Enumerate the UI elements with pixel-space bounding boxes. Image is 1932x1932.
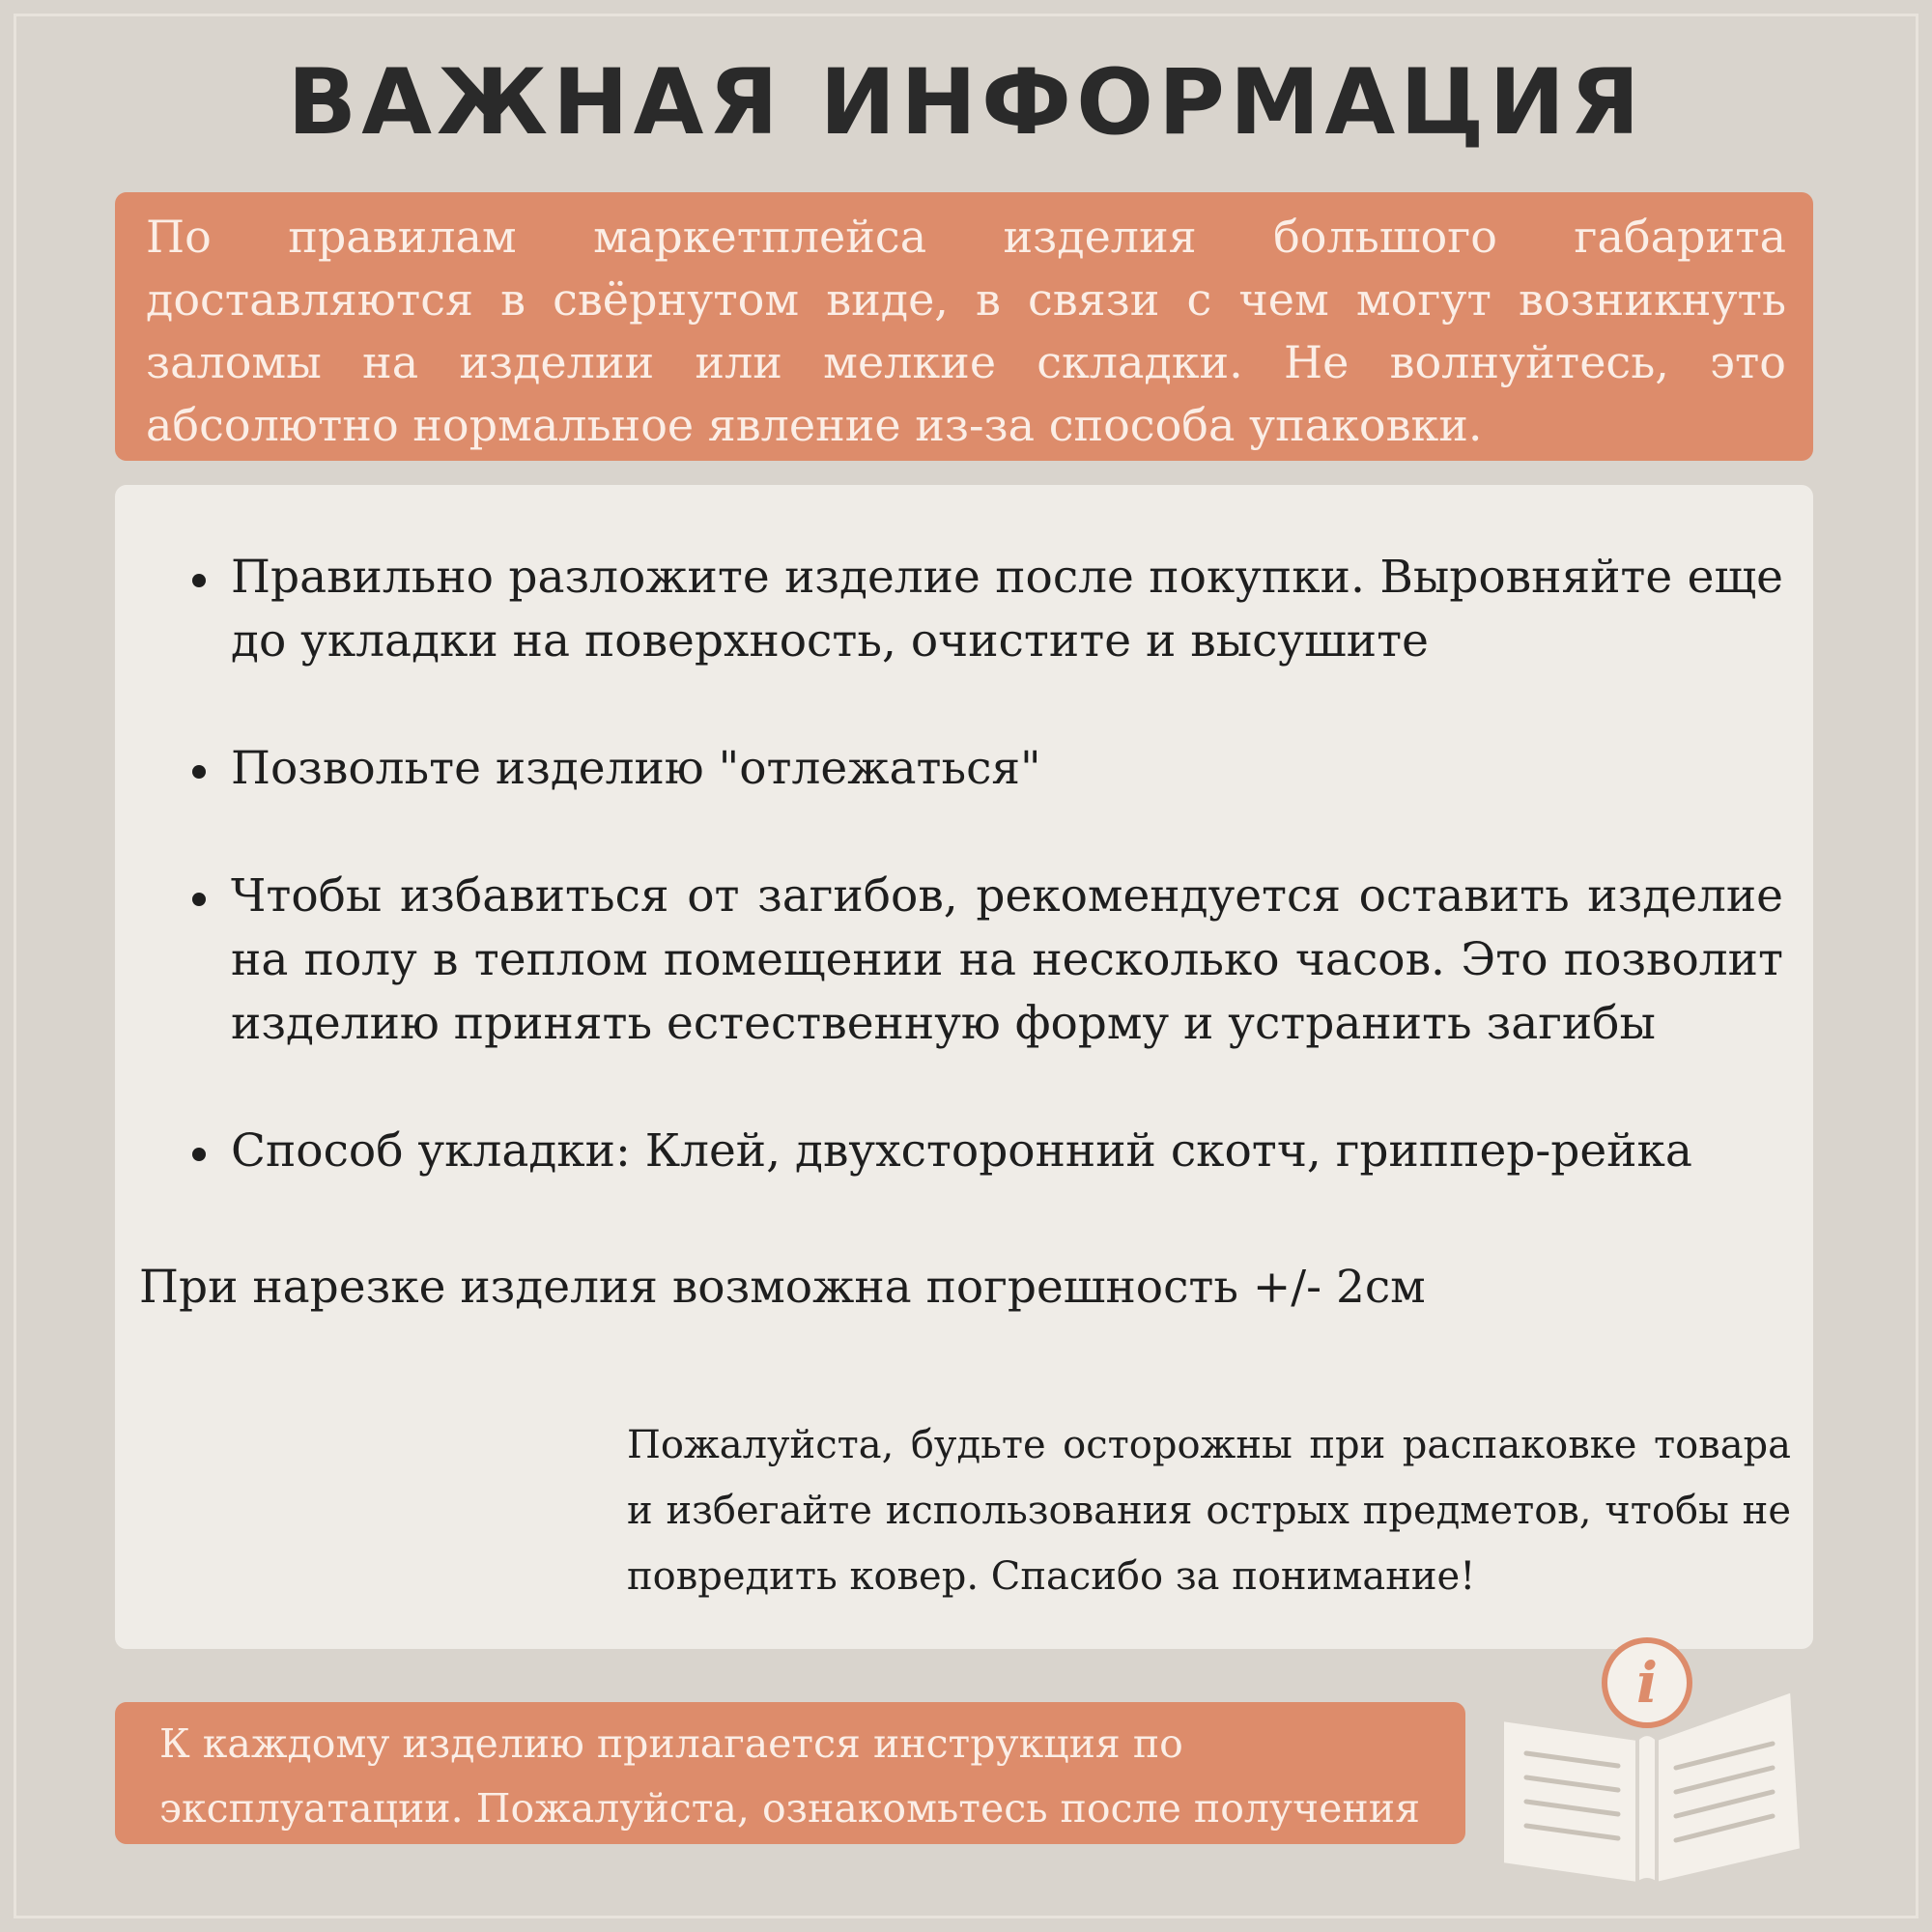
cutting-note: При нарезке изделия возможна погрешность +/- 2см: [139, 1261, 1426, 1314]
marketplace-notice: По правилам маркетплейса изделия большого габарита доставляются в свёрнутом виде, в связи с чем могут возникнуть заломы на изделии или мелкие складки. Не волнуйтесь, это абсолютно нормальное явление из-за способа упаковки.: [115, 192, 1813, 461]
instruction-notice: К каждому изделию прилагается инструкция по эксплуатации. Пожалуйста, ознакомьтесь после получения: [115, 1702, 1465, 1844]
open-book-info-icon: [1483, 1633, 1811, 1893]
careful-note: Пожалуйста, будьте осторожны при распаковке товара и избегайте использования острых предметов, чтобы не повредить ковер. Спасибо за понимание!: [627, 1423, 1791, 1599]
list-item: Способ укладки: Клей, двухсторонний скотч, гриппер-рейка: [231, 1120, 1783, 1183]
list-item: Правильно разложите изделие после покупки. Выровняйте еще до укладки на поверхность, очистите и высушите: [231, 546, 1783, 673]
svg-text:i: i: [1635, 1650, 1659, 1716]
list-item: Позвольте изделию "отлежаться": [231, 737, 1783, 801]
page-title: ВАЖНАЯ ИНФОРМАЦИЯ: [287, 50, 1645, 156]
instructions-panel: [115, 485, 1813, 1649]
list-item: Чтобы избавиться от загибов, рекомендуется оставить изделие на полу в теплом помещении на несколько часов. Это позволит изделию принять естественную форму и устранить загибы: [231, 865, 1783, 1056]
instructions-list: [231, 546, 1783, 1183]
